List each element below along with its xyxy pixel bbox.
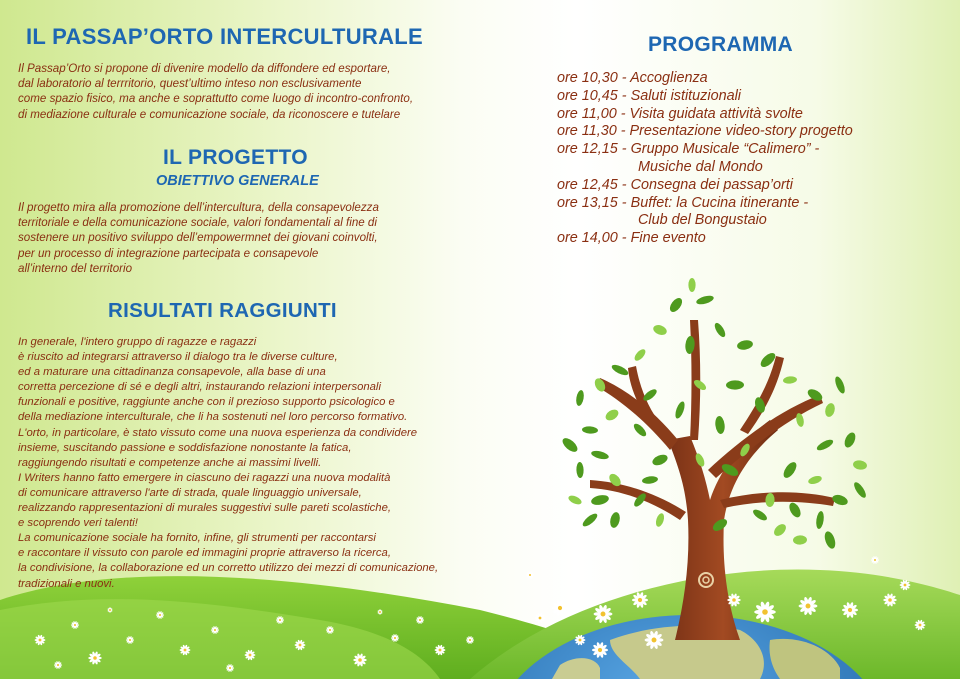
title-risultati: RISULTATI RAGGIUNTI	[108, 299, 337, 322]
programma-item-continuation: Musiche dal Mondo	[638, 158, 763, 175]
leaf	[783, 376, 798, 385]
leaf	[582, 426, 598, 434]
text-line: sostenere un positivo sviluppo dell’empowermnet dei giovani coinvolti,	[18, 231, 378, 245]
text-line: dal laboratorio al terrritorio, quest’ultimo inteso non esclusivamente	[18, 77, 362, 91]
text-line: La comunicazione sociale ha fornito, infine, gli strumenti per raccontarsi	[18, 532, 376, 545]
leaf	[852, 481, 868, 500]
text-line: raggiungendo risultati e competenze anche ai massimi livelli.	[18, 456, 322, 469]
programma-item: ore 10,45 - Saluti istituzionali	[557, 87, 741, 104]
leaf	[726, 380, 744, 390]
programma-item: ore 13,15 - Buffet: la Cucina itinerante -	[557, 194, 809, 211]
text-line: L'orto, in particolare, è stato vissuto come una nuova esperienza da condividere	[18, 426, 418, 439]
text-line: è riuscito ad integrarsi attraverso il dialogo tra le diverse culture,	[18, 351, 338, 364]
text-line: funzionali e positive, raggiunte anche con il prezioso supporto psicologico e	[18, 396, 395, 409]
programma-item: ore 11,30 - Presentazione video-story progetto	[557, 123, 853, 140]
leaf	[787, 501, 803, 519]
leaf	[793, 535, 807, 545]
text-line: insieme, suscitando passione e soddisfazione nonostante la fatica,	[18, 441, 352, 454]
paragraph-risultati	[18, 335, 438, 592]
leaf	[688, 278, 695, 292]
daisy-icon	[871, 556, 879, 564]
text-line: realizzando rappresentazioni di murales suggestivi sulle pareti scolastiche,	[18, 502, 391, 515]
daisy-icon	[535, 613, 546, 624]
leaf	[807, 474, 823, 485]
leaf	[609, 511, 622, 529]
daisy-icon	[526, 571, 534, 579]
paragraph-progetto	[18, 200, 379, 276]
leaf	[751, 508, 768, 523]
text-line: di comunicare attraverso l'arte di strada, quale linguaggio universale,	[18, 486, 362, 499]
leaf	[781, 460, 799, 480]
leaf	[633, 347, 648, 362]
leaf	[736, 339, 753, 351]
programma-list	[557, 70, 853, 248]
leaf	[668, 296, 685, 314]
leaf	[852, 459, 867, 470]
text-line: come spazio fisico, ma anche e soprattutto come luogo di incontro-confronto,	[18, 92, 414, 106]
leaf	[581, 511, 599, 528]
text-line: all’interno del territorio	[18, 261, 133, 275]
leaf	[695, 294, 714, 306]
leaf	[652, 323, 668, 337]
title-passaporto: IL PASSAP’ORTO INTERCULTURALE	[26, 24, 423, 49]
leaf	[815, 511, 825, 530]
leaf	[560, 436, 580, 455]
title-programma: PROGRAMMA	[648, 33, 794, 56]
leaf	[642, 475, 659, 484]
leaf	[575, 389, 585, 406]
leaf	[632, 422, 648, 439]
subtitle-obiettivo: OBIETTIVO GENERALE	[156, 173, 319, 189]
text-line: ed a maturare una cittadinanza consapevole, alla base di una	[18, 366, 326, 379]
programma-item: ore 12,15 - Gruppo Musicale “Calimero” -	[557, 141, 820, 158]
leaf	[576, 462, 584, 478]
leaf	[815, 438, 834, 453]
leaf	[610, 363, 629, 377]
text-line: di mediazione culturale e comunicazione sociale, da riconoscere e tutelare	[18, 107, 401, 121]
programma-item: ore 11,00 - Visita guidata attività svolte	[557, 105, 803, 122]
paragraph-passaporto	[18, 61, 413, 122]
leaf	[654, 512, 665, 528]
leaf	[842, 431, 857, 449]
text-line: della mediazione interculturale, che li ha sostenuti nel loro percorso formativo.	[18, 411, 408, 424]
leaf	[590, 449, 609, 460]
text-line: tradizionali e nuovi.	[18, 577, 115, 590]
text-line: e scoprendo veri talenti!	[18, 517, 138, 530]
text-line: Il progetto mira alla promozione dell’intercultura, della consapevolezza	[18, 201, 379, 214]
leaf	[604, 407, 621, 422]
text-line: territoriale e della comunicazione sociale, valori fondamentali al fine di	[18, 216, 377, 230]
leaf	[714, 416, 725, 435]
leaf	[651, 453, 669, 468]
title-progetto: IL PROGETTO	[163, 146, 308, 169]
leaf	[713, 321, 728, 338]
programma-item: ore 12,45 - Consegna dei passap’orti	[557, 176, 793, 193]
text-line: e raccontare il vissuto con parole ed immagini proprie attraverso la ricerca,	[18, 547, 391, 560]
leaf	[823, 530, 838, 550]
leaf	[833, 375, 846, 394]
text-line: Il Passap’Orto si propone di divenire modello da diffondere ed esportare,	[18, 62, 391, 75]
text-line: In generale, l'intero gruppo di ragazze e ragazzi	[18, 336, 257, 348]
text-line: I Writers hanno fatto emergere in ciascuno dei ragazzi una nuova modalità	[18, 471, 391, 484]
programma-item: ore 14,00 - Fine evento	[557, 230, 706, 247]
text-line: per un processo di integrazione partecipata e consapevole	[18, 246, 319, 260]
text-line: corretta percezione di sé e degli altri, instaurando relazioni interpersonali	[18, 381, 381, 394]
programma-item: ore 10,30 - Accoglienza	[557, 70, 708, 86]
leaf	[567, 494, 583, 506]
leaf	[824, 402, 837, 418]
leaf	[831, 493, 849, 507]
leaf	[590, 493, 610, 506]
programma-item-continuation: Club del Bongustaio	[638, 212, 767, 229]
text-line: la condivisione, la collaborazione ed un corretto utilizzo dei mezzi di comunicazione,	[18, 562, 439, 575]
leaf	[674, 400, 687, 419]
daisy-icon	[552, 600, 568, 616]
leaf	[772, 522, 788, 538]
